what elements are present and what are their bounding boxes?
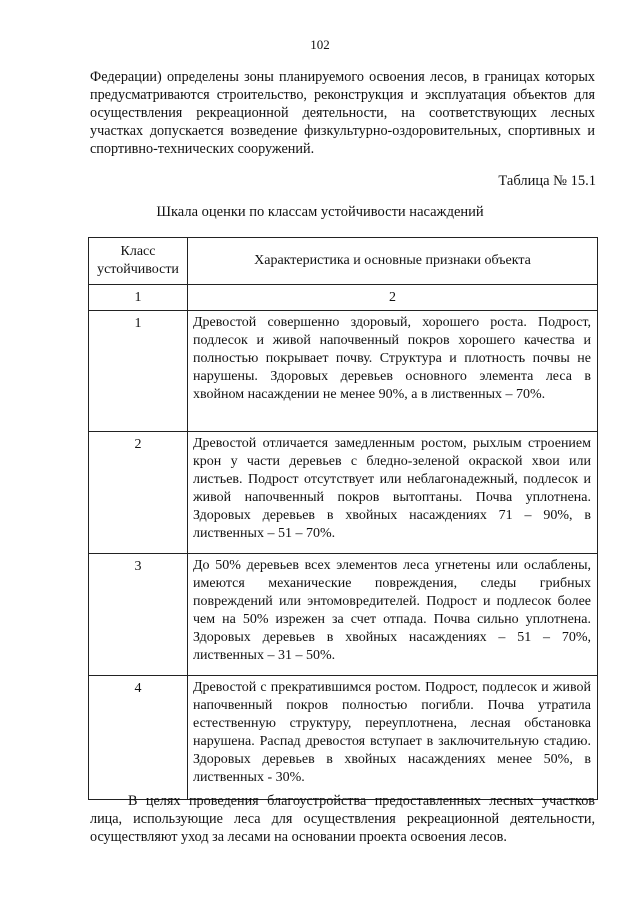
row-description-cell: Древостой с прекратившимся ростом. Подрост, подлесок и живой напочвенный покров полностью погибли. Почва утратила естественную структуру, переуплотнена, лесная обстановка нарушена. Распад древостоя вступает в заключительную стадию. Здоровых деревьев в хвойных насаждениях менее 50%, в лиственных - 30%. bbox=[188, 676, 598, 800]
header-characteristics: Характеристика и основные признаки объекта bbox=[188, 238, 598, 285]
row-description-cell: Древостой совершенно здоровый, хорошего роста. Подрост, подлесок и живой напочвенный покров хорошего качества и полностью покрывает почву. Структура и плотность почвы не нарушены. Здоровых деревьев основного элемента леса в хвойном насаждении не менее 90%, а в лиственных – 70%. bbox=[188, 311, 598, 432]
header-class: Класс устойчивости bbox=[89, 238, 188, 285]
column-number-2: 2 bbox=[188, 285, 598, 311]
intro-paragraph: Федерации) определены зоны планируемого освоения лесов, в границах которых предусматриваются строительство, реконструкция и эксплуатация объектов для осуществления рекреационной деятельности, на соответствующих лесных участках допускается возведение физкультурно-оздоровительных, спортивных и спортивно-технических сооружений. bbox=[90, 69, 595, 157]
table-header-row bbox=[89, 238, 598, 285]
table-number: Таблица № 15.1 bbox=[498, 173, 596, 189]
stability-class-table bbox=[88, 237, 598, 800]
table-row bbox=[89, 311, 598, 432]
row-class-cell: 4 bbox=[89, 676, 188, 800]
table-row bbox=[89, 554, 598, 676]
row-description-cell: Древостой отличается замедленным ростом, рыхлым строением крон у части деревьев с бледно-зеленой окраской хвои или листьев. Подрост отсутствует или неблагонадежный, подлесок и живой напочвенный покров вытоптаны. Почва уплотнена. Здоровых деревьев в хвойных насаждениях 71 – 90%, в лиственных – 51 – 70%. bbox=[188, 432, 598, 554]
row-class-cell: 2 bbox=[89, 432, 188, 554]
row-description-cell: До 50% деревьев всех элементов леса угнетены или ослаблены, имеются механические повреждения, следы грибных повреждений или энтомовредителей. Подрост и подлесок более чем на 50% изрежен за счет отпада. Почва сильно уплотнена. Здоровых деревьев в хвойных насаждениях – 51 – 70%, лиственных – 31 – 50%. bbox=[188, 554, 598, 676]
closing-paragraph: В целях проведения благоустройства предоставленных лесных участков лица, использующие леса для осуществления рекреационной деятельности, осуществляют уход за лесами на основании проекта освоения лесов. bbox=[90, 793, 595, 845]
table-caption: Шкала оценки по классам устойчивости насаждений bbox=[156, 204, 484, 220]
row-class-cell: 3 bbox=[89, 554, 188, 676]
column-number-1: 1 bbox=[89, 285, 188, 311]
table-row bbox=[89, 432, 598, 554]
row-class-cell: 1 bbox=[89, 311, 188, 432]
page-number: 102 bbox=[310, 37, 330, 52]
table-row bbox=[89, 676, 598, 800]
column-number-row bbox=[89, 285, 598, 311]
